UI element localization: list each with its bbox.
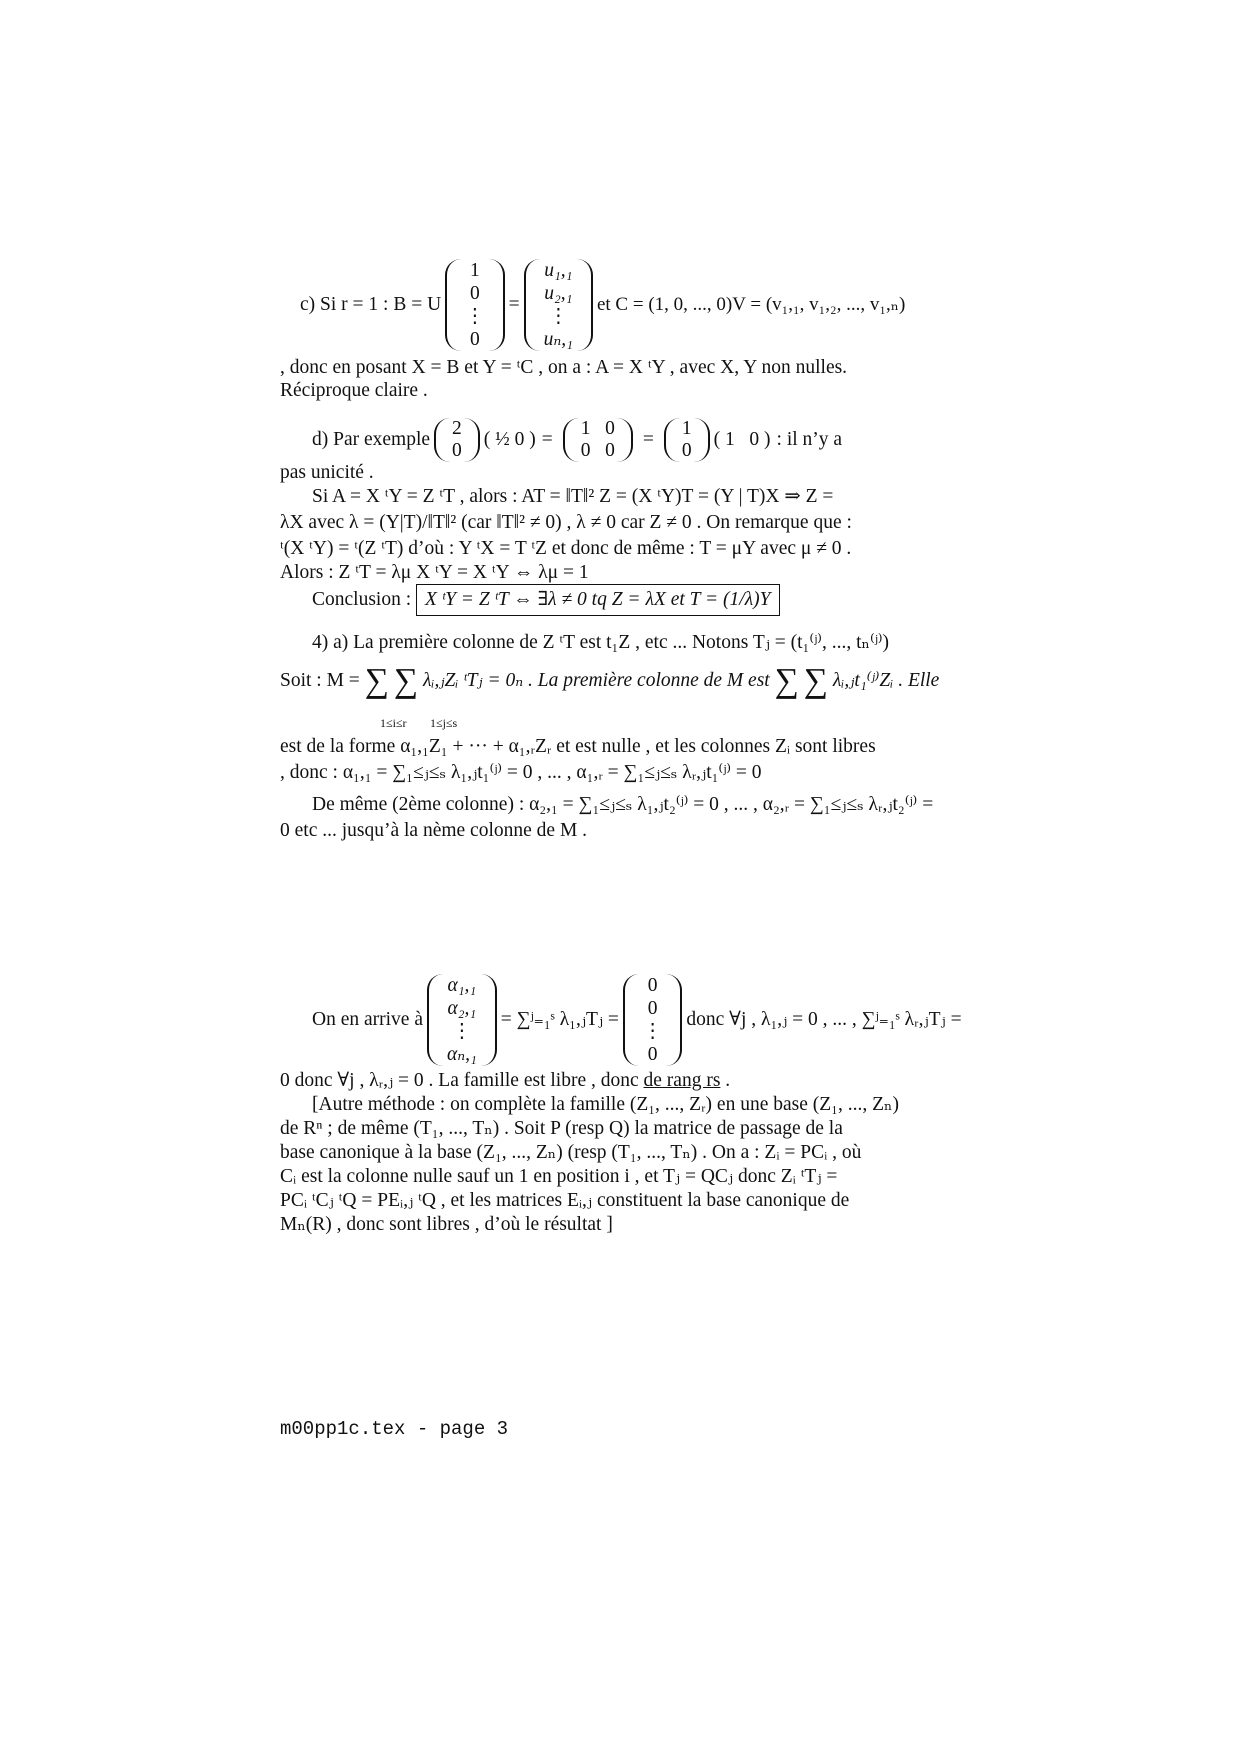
- d-row-b: ( 1 0 ): [713, 429, 771, 450]
- d-intro: d) Par exemple: [312, 429, 431, 450]
- d-line6: Alors : Z ᵗT = λμ X ᵗY = X ᵗY ⇔ λμ = 1: [280, 562, 589, 583]
- d-row-a: ( ½ 0 ): [483, 429, 536, 450]
- c-tail: et C = (1, 0, ..., 0)V = (v₁,₁, v₁,₂, ..., v₁,ₙ): [596, 294, 906, 315]
- arrive-line4: de Rⁿ ; de même (T₁, ..., Tₙ) . Soit P (resp Q) la matrice de passage de la: [280, 1118, 843, 1139]
- arrive-tail: donc ∀j , λ₁,ⱼ = 0 , ... , ∑ʲ₌₁ˢ λᵣ,ⱼTⱼ =: [686, 1009, 962, 1030]
- sum-symbol-i2: ∑: [774, 662, 799, 700]
- c-equals: =: [508, 294, 520, 315]
- zero-vector: 0 0 ⋮ 0: [623, 974, 683, 1066]
- d-matrix: 1 0 0 0: [563, 418, 633, 462]
- d-line5: ᵗ(X ᵗY) = ᵗ(Z ᵗT) d’où : Y ᵗX = T ᵗZ et donc de même : T = μY avec μ ≠ 0 .: [280, 538, 852, 559]
- c-line2: , donc en posant X = B et Y = ᵗC , on a : A = X ᵗY , avec X, Y non nulles.: [280, 357, 848, 378]
- conclusion-label: Conclusion :: [312, 589, 412, 610]
- conclusion-box: X ᵗY = Z ᵗT ⇔ ∃λ ≠ 0 tq Z = λX et T = (1/λ)Y: [416, 584, 779, 616]
- arrive-line7: PCᵢ ᵗCⱼ ᵗQ = PEᵢ,ⱼ ᵗQ , et les matrices Eᵢ,ⱼ constituent la base canonique de: [280, 1190, 850, 1211]
- arrive-line5: base canonique à la base (Z₁, ..., Zₙ) (resp (T₁, ..., Tₙ) . On a : Zᵢ = PCᵢ , où: [280, 1142, 862, 1163]
- sum-under-j: 1≤j≤s: [430, 716, 458, 730]
- soit-label: Soit : M =: [280, 670, 360, 691]
- arrive-line6: Cᵢ est la colonne nulle sauf un 1 en position i , et Tⱼ = QCⱼ donc Zᵢ ᵗTⱼ =: [280, 1166, 838, 1187]
- d-line4: λX avec λ = (Y|T)/‖T‖² (car ‖T‖² ≠ 0) , λ ≠ 0 car Z ≠ 0 . On remarque que :: [280, 512, 852, 533]
- c-line3: Réciproque claire .: [280, 380, 428, 401]
- part4-line6: 0 etc ... jusqu’à la nème colonne de M .: [280, 820, 588, 841]
- alpha-vector: α₁,₁ α₂,₁ ⋮ αₙ,₁: [427, 974, 497, 1066]
- part4-line5: De même (2ème colonne) : α₂,₁ = ∑₁≤ⱼ≤ₛ λ₁,ⱼt₂⁽ʲ⁾ = 0 , ... , α₂,ᵣ = ∑₁≤ⱼ≤ₛ λᵣ,ⱼt₂⁽ʲ⁾ =: [312, 794, 934, 815]
- c-intro: c) Si r = 1 : B = U: [300, 294, 442, 315]
- d-line3: Si A = X ᵗY = Z ᵗT , alors : AT = ‖T‖² Z = (X ᵗY)T = (Y | T)X ⇒ Z =: [312, 486, 834, 507]
- arrive-line2: 0 donc ∀j , λᵣ,ⱼ = 0 . La famille est libre , donc de rang rs .: [280, 1070, 731, 1091]
- arrive-formula-line: [280, 968, 1000, 1072]
- d-eq2: =: [642, 429, 654, 450]
- arrive-line3: [Autre méthode : on complète la famille (Z₁, ..., Zᵣ) en une base (Z₁, ..., Zₙ): [312, 1094, 899, 1115]
- part4-line3: est de la forme α₁,₁Z₁ + ··· + α₁,ᵣZᵣ et est nulle , et les colonnes Zᵢ sont libres: [280, 736, 876, 757]
- d-line2: pas unicité .: [280, 462, 374, 483]
- rank-rs: de rang rs: [643, 1070, 721, 1091]
- part4-line4: , donc : α₁,₁ = ∑₁≤ⱼ≤ₛ λ₁,ⱼt₁⁽ʲ⁾ = 0 , ... , α₁,ᵣ = ∑₁≤ⱼ≤ₛ λᵣ,ⱼt₁⁽ʲ⁾ = 0: [280, 762, 762, 783]
- d-eq1: =: [541, 429, 553, 450]
- sum-symbol-j2: ∑: [803, 662, 828, 700]
- conclusion-line: [280, 584, 1032, 616]
- d-vector-b: 1 0: [664, 418, 710, 462]
- c-formula-line: [280, 253, 1000, 357]
- d-tail: : il n’y a: [776, 429, 843, 450]
- d-vector-a: 2 0: [434, 418, 480, 462]
- sum-under-i: 1≤i≤r: [380, 716, 407, 730]
- arrive-line8: Mₙ(R) , donc sont libres , d’où le résultat ]: [280, 1214, 613, 1235]
- vector-u: u₁,₁ u₂,₁ ⋮ uₙ,₁: [524, 259, 593, 351]
- sum-symbol-i: ∑: [364, 662, 389, 700]
- page-footer: m00pp1c.tex - page 3: [280, 1418, 509, 1440]
- sum-expression-2: λᵢ,ⱼt₁⁽ʲ⁾Zᵢ . Elle: [832, 670, 940, 691]
- vector-e1: 1 0 ⋮ 0: [445, 259, 505, 351]
- sum-symbol-j: ∑: [393, 662, 419, 700]
- part4-sum-line: [280, 662, 1000, 730]
- arrive-intro: On en arrive à: [312, 1009, 423, 1030]
- sum-expression: λᵢ,ⱼZᵢ ᵗTⱼ = 0ₙ . La première colonne de M est: [422, 670, 770, 691]
- part4-line1: 4) a) La première colonne de Z ᵗT est t₁Z , etc ... Notons Tⱼ = (t₁⁽ʲ⁾, ..., tₙ⁽ʲ⁾): [312, 632, 890, 653]
- arrive-mid: = ∑ʲ₌₁ˢ λ₁,ⱼTⱼ =: [500, 1009, 619, 1030]
